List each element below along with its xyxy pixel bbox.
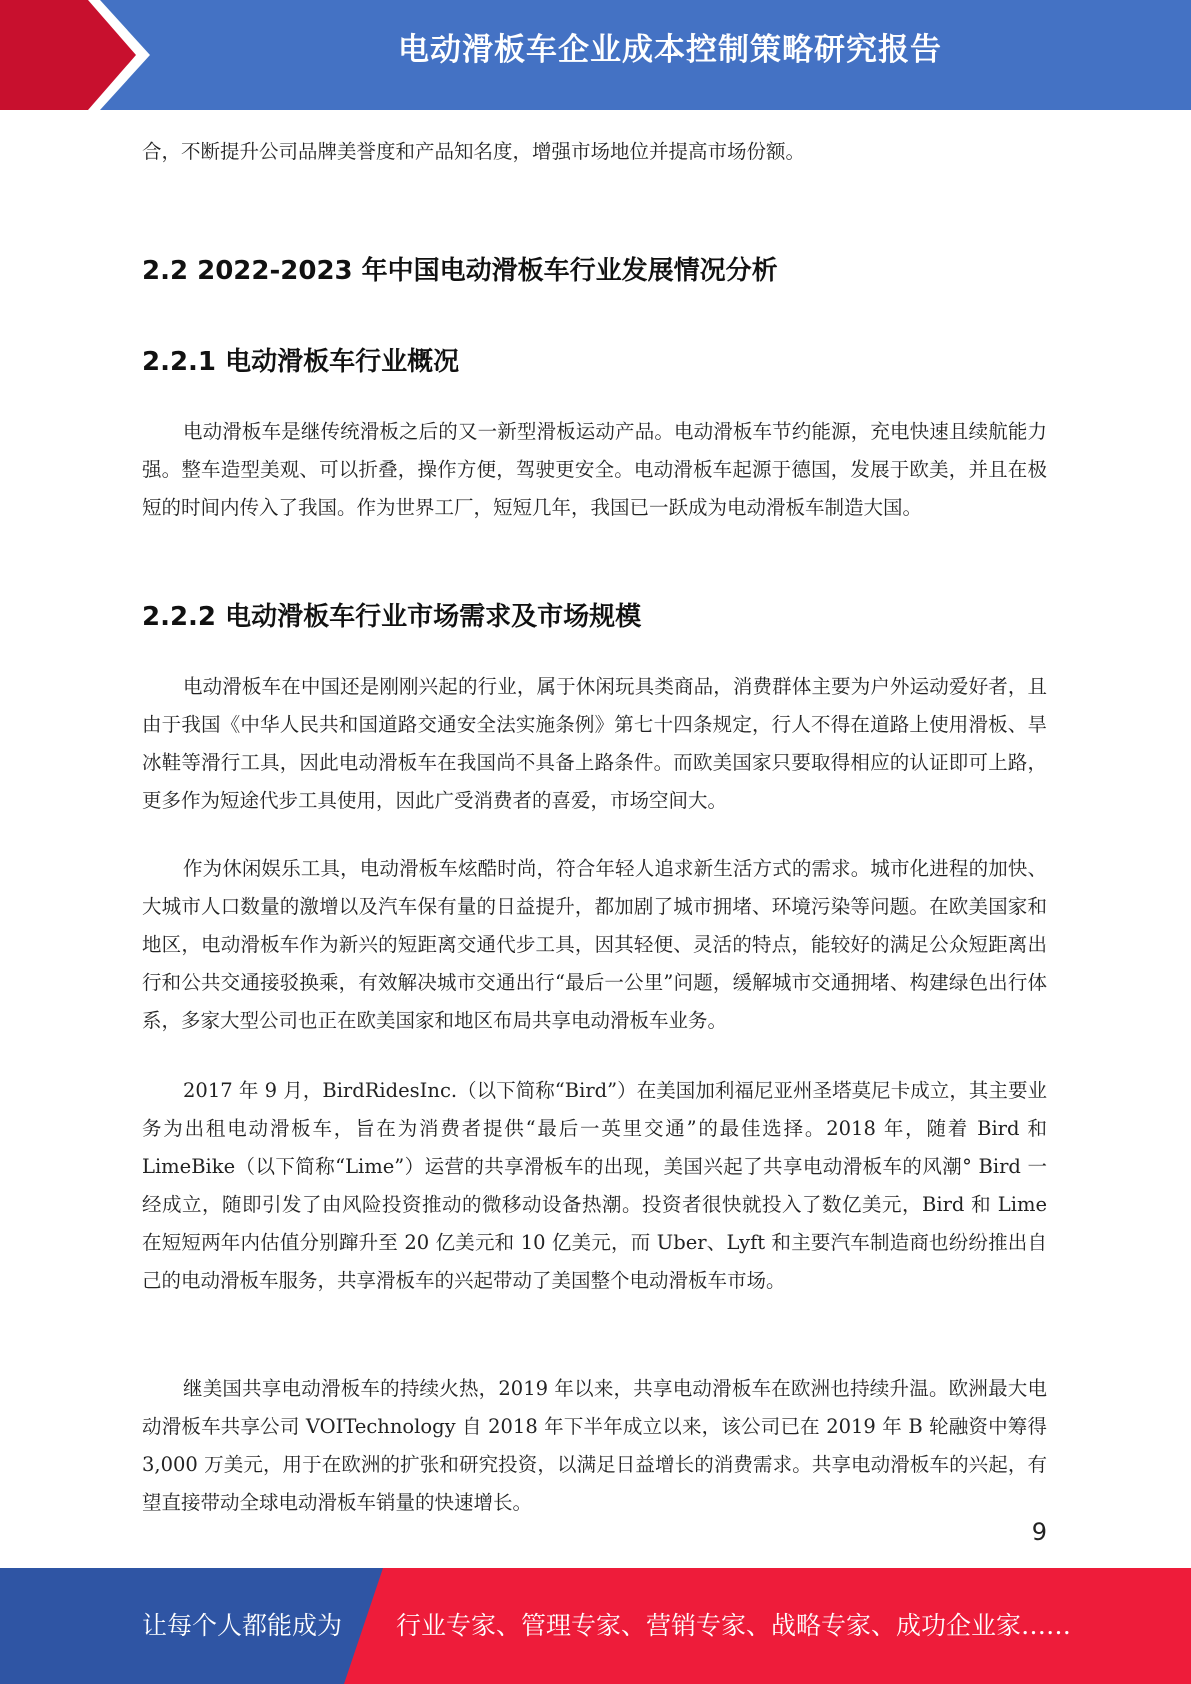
page-number: 9 bbox=[1031, 1518, 1047, 1546]
section-2-2-2-para-1 bbox=[142, 668, 1047, 820]
paragraph: 电动滑板车是继传统滑板之后的又一新型滑板运动产品。电动滑板车节约能源，充电快速且续航能力强。整车造型美观、可以折叠，操作方便，驾驶更安全。电动滑板车起源于德国，发展于欧美，并且在极短的时间内传入了我国。作为世界工厂，短短几年，我国已一跃成为电动滑板车制造大国。 bbox=[142, 420, 1047, 519]
section-2-2-2-para-4 bbox=[142, 1370, 1047, 1522]
section-2-2-2-para-3 bbox=[142, 1072, 1047, 1300]
paragraph: 作为休闲娱乐工具，电动滑板车炫酷时尚，符合年轻人追求新生活方式的需求。城市化进程的加快、大城市人口数量的激增以及汽车保有量的日益提升，都加剧了城市拥堵、环境污染等问题。在欧美国家和地区，电动滑板车作为新兴的短距离交通代步工具，因其轻便、灵活的特点，能较好的满足公众短距离出行和公共交通接驳换乘，有效解决城市交通出行“最后一公里”问题，缓解城市交通拥堵、构建绿色出行体系，多家大型公司也正在欧美国家和地区布局共享电动滑板车业务。 bbox=[142, 857, 1047, 1032]
section-heading-2-2: 2.2 2022-2023 年中国电动滑板车行业发展情况分析 bbox=[142, 256, 778, 286]
header-title: 电动滑板车企业成本控制策略研究报告 bbox=[398, 32, 942, 68]
paragraph: 继美国共享电动滑板车的持续火热，2019 年以来，共享电动滑板车在欧洲也持续升温。欧洲最大电动滑板车共享公司 VOITechnology 自 2018 年下半年成立以来，该公司已在 2019 年 B 轮融资中筹得 3,000 万美元，用于在欧洲的扩张和研究投资，以满足日益增长的消费需求。共享电动滑板车的兴起，有望直接带动全球电动滑板车销量的快速增长。 bbox=[142, 1377, 1047, 1514]
page-header bbox=[0, 0, 1191, 110]
footer-slogan-right: 行业专家、管理专家、营销专家、战略专家、成功企业家…… bbox=[396, 1611, 1072, 1640]
paragraph: 2017 年 9 月，BirdRidesInc.（以下简称“Bird”）在美国加利福尼亚州圣塔莫尼卡成立，其主要业务为出租电动滑板车，旨在为消费者提供“最后一英里交通”的最佳选择。2018 年，随着 Bird 和 LimeBike（以下简称“Lime”）运营的共享滑板车的出现，美国兴起了共享电动滑板车的风潮° Bird 一经成立，随即引发了由风险投资推动的微移动设备热潮。投资者很快就投入了数亿美元，Bird 和 Lime 在短短两年内估值分别蹿升至 20 亿美元和 10 亿美元，而 Uber、Lyft 和主要汽车制造商也纷纷推出自己的电动滑板车服务，共享滑板车的兴起带动了美国整个电动滑板车市场。 bbox=[142, 1079, 1047, 1292]
section-2-2-2-para-2 bbox=[142, 850, 1047, 1040]
page-footer bbox=[0, 1568, 1191, 1684]
intro-line: 合，不断提升公司品牌美誉度和产品知名度，增强市场地位并提高市场份额。 bbox=[142, 140, 806, 163]
section-heading-2-2-2: 2.2.2 电动滑板车行业市场需求及市场规模 bbox=[142, 602, 642, 632]
footer-slogan-left: 让每个人都能成为 bbox=[142, 1611, 343, 1640]
paragraph: 电动滑板车在中国还是刚刚兴起的行业，属于休闲玩具类商品，消费群体主要为户外运动爱好者，且由于我国《中华人民共和国道路交通安全法实施条例》第七十四条规定，行人不得在道路上使用滑板、旱冰鞋等滑行工具，因此电动滑板车在我国尚不具备上路条件。而欧美国家只要取得相应的认证即可上路，更多作为短途代步工具使用，因此广受消费者的喜爱，市场空间大。 bbox=[142, 675, 1047, 812]
section-2-2-1-body bbox=[142, 413, 1047, 527]
section-heading-2-2-1: 2.2.1 电动滑板车行业概况 bbox=[142, 347, 460, 377]
intro-paragraph-block bbox=[142, 133, 1047, 171]
